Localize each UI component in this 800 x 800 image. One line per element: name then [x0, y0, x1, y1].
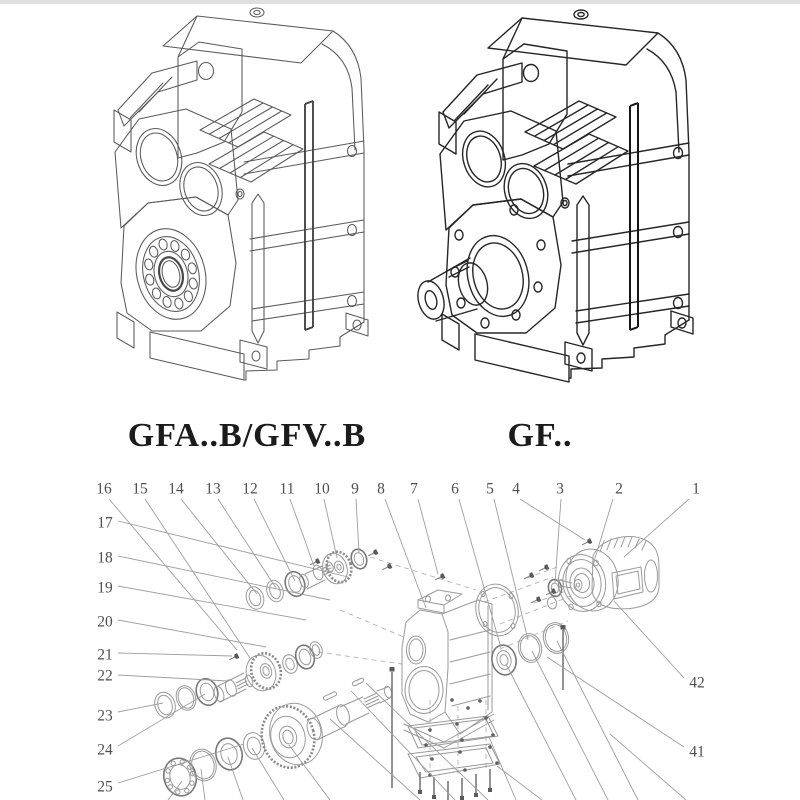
part-callout-12: 12 [242, 480, 258, 498]
leader-stub-8 [489, 737, 516, 800]
leader-line-21 [118, 653, 232, 656]
part-callout-5: 5 [486, 480, 494, 498]
part-callout-3: 3 [556, 480, 564, 498]
input-shaft-parts [243, 547, 369, 611]
leader-stub-9 [497, 766, 542, 800]
photo-top-edge [0, 0, 800, 4]
part-callout-13: 13 [205, 480, 221, 498]
leader-line-41 [547, 657, 684, 747]
part-callout-8: 8 [377, 480, 385, 498]
leader-line-42 [614, 601, 684, 678]
output-shaft-parts [160, 678, 393, 800]
part-callout-6: 6 [451, 480, 459, 498]
right-figure-label: GF.. [507, 417, 573, 454]
leader-stub-11 [532, 651, 608, 800]
part-callout-41: 41 [689, 743, 705, 761]
left-figure-label: GFA..B/GFV..B [127, 417, 367, 454]
projection-dash-0 [370, 557, 476, 590]
part-callout-14: 14 [168, 480, 184, 498]
part-callout-19: 19 [97, 579, 113, 597]
leader-line-20 [118, 620, 266, 647]
leader-line-4 [520, 499, 585, 540]
leader-line-11 [290, 499, 314, 566]
gear-housing [402, 590, 494, 748]
solid-shaft-reducer-drawing [414, 10, 693, 382]
callout-labels [96, 481, 705, 796]
leader-line-22 [118, 675, 228, 681]
leader-line-13 [218, 499, 276, 588]
part-callout-22: 22 [97, 667, 113, 685]
part-callout-2: 2 [615, 480, 623, 498]
leader-line-1 [624, 499, 689, 557]
electric-motor [555, 536, 659, 614]
part-callout-1: 1 [692, 480, 700, 498]
leader-line-14 [181, 499, 257, 594]
exploded-parts-diagram [96, 481, 705, 800]
leader-line-7 [418, 499, 438, 574]
part-callout-21: 21 [97, 646, 113, 664]
leader-line-8 [385, 499, 426, 608]
leader-line-19 [118, 586, 306, 620]
part-callout-18: 18 [97, 549, 113, 567]
part-callout-24: 24 [97, 741, 113, 759]
projection-dash-2 [318, 652, 402, 664]
leader-line-24 [118, 694, 205, 746]
leader-line-16 [109, 499, 237, 650]
output-bearing-ring [126, 221, 215, 327]
hollow-shaft-reducer-drawing [114, 8, 368, 380]
part-callout-11: 11 [279, 480, 295, 498]
leader-line-25 [118, 744, 244, 783]
part-callout-16: 16 [96, 480, 112, 498]
part-callout-7: 7 [410, 480, 418, 498]
projection-dash-1 [340, 610, 406, 638]
projection-dash-3 [484, 577, 553, 602]
leader-line-10 [324, 499, 337, 558]
leader-line-2 [592, 499, 613, 568]
leader-stub-12 [557, 641, 638, 800]
part-callout-9: 9 [351, 480, 359, 498]
part-callout-15: 15 [132, 480, 148, 498]
leader-line-5 [494, 499, 528, 640]
part-callout-17: 17 [97, 514, 113, 532]
part-callout-10: 10 [314, 480, 330, 498]
part-callout-25: 25 [97, 778, 113, 796]
part-callout-4: 4 [512, 480, 520, 498]
motor-flange-parts [471, 578, 571, 677]
leader-stub-1 [201, 769, 205, 800]
part-callout-42: 42 [689, 674, 705, 692]
leader-line-17 [118, 521, 348, 577]
part-callout-23: 23 [97, 707, 113, 725]
leader-stub-10 [506, 664, 576, 800]
leader-line-9 [356, 499, 359, 552]
leader-stub-4 [289, 745, 330, 800]
leader-stub-7 [366, 683, 488, 800]
part-callout-20: 20 [97, 613, 113, 631]
output-shaft [414, 258, 492, 322]
leader-line-6 [459, 499, 501, 648]
intermediate-shaft-parts [151, 640, 324, 720]
leader-line-12 [254, 499, 295, 581]
